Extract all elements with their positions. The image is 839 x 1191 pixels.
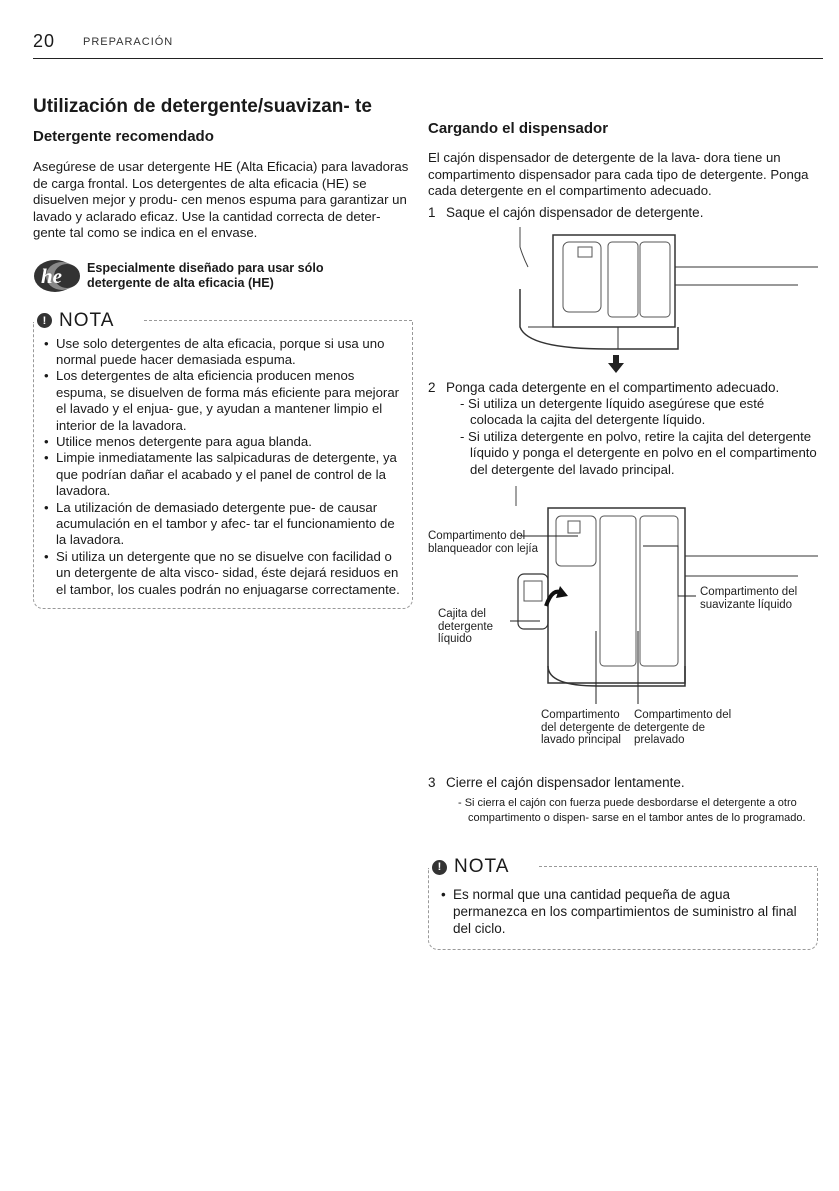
page-number: 20 <box>33 31 56 51</box>
section-subtitle: Detergente recomendado <box>33 128 214 145</box>
step-2-note-1: - Si utiliza un detergente líquido asegúrese que esté colocada la cajita del detergente líquido. <box>460 395 765 427</box>
label-liquid-detergent-box: Cajita del detergente líquido <box>438 608 493 645</box>
arrow-down-icon <box>608 355 624 373</box>
left-column <box>33 95 413 609</box>
intro-paragraph: Asegúrese de usar detergente HE (Alta Eficacia) para lavadoras de carga frontal. Los detergentes de alta eficacia (HE) se disuelven mejor y produ- cen menos espuma para garantizar un lavado y aclarado eficaz. Use la cantidad correcta de deter- gente tal como se indica en el envase. <box>33 159 409 240</box>
list-item: • Si utiliza un detergente que no se disuelve con facilidad o un detergente de alta visco- sidad, éste dejará residuos en el tambor, los cuales podrán no enjuagarse correctamente. <box>42 549 404 598</box>
step-3-note: - Si cierra el cajón con fuerza puede desbordarse el detergente a otro compartimento o dispen- sarse en el tambor antes de lo programado. <box>458 797 806 824</box>
nota-title: NOTA <box>59 309 115 331</box>
section-title-dispenser: Cargando el dispensador <box>428 120 609 137</box>
list-item: • Use solo detergentes de alta eficacia, porque si usa uno normal puede hacer demasiada espuma. <box>42 336 404 369</box>
list-item: • Los detergentes de alta eficiencia producen menos espuma, se disuelven de forma más eficiente para mejorar el lavado y el enjua- gue, y ayudan a mantener limpio el interior de la lavadora. <box>42 368 404 434</box>
drawer-illustration <box>428 227 818 375</box>
label-main-wash-compartment: Compartimento del detergente de lavado principal <box>541 709 631 746</box>
nota-box-right <box>428 856 818 950</box>
list-item: • Utilice menos detergente para agua blanda. <box>42 434 404 450</box>
label-bleach-compartment: Compartimento del blanqueador con lejía <box>428 530 538 555</box>
step-2-notes <box>428 396 818 479</box>
warning-icon: ! <box>37 313 52 328</box>
label-softener-compartment: Compartimento del suavizante líquido <box>700 586 798 611</box>
nota-list <box>42 336 404 599</box>
nota-box-left <box>33 309 413 610</box>
step-2: 2 Ponga cada detergente en el compartimento adecuado. <box>428 379 780 395</box>
dispenser-intro: El cajón dispensador de detergente de la lava- dora tiene un compartimento dispensador para cada tipo de detergente. Ponga cada detergente en el compartimento adecuado. <box>428 150 809 198</box>
section-title: PREPARACIÓN <box>83 36 174 48</box>
warning-icon: ! <box>432 860 447 875</box>
he-notice <box>33 256 413 296</box>
step-2-note-2: - Si utiliza detergente en polvo, retire la cajita del detergente líquido y ponga el detergente en polvo en el compartimento del detergente del lavado principal. <box>460 428 817 477</box>
he-line-1: Especialmente diseñado para usar sólo <box>87 260 324 275</box>
drawer-figure <box>428 227 818 375</box>
list-item: • Es normal que una cantidad pequeña de agua permanezca en los compartimientos de suministro al final del ciclo. <box>439 886 807 937</box>
he-logo-text: he <box>41 263 62 288</box>
page-title: Utilización de detergente/suavizan- te <box>33 96 372 117</box>
step-3: 3 Cierre el cajón dispensador lentamente. <box>428 775 685 790</box>
list-item: • Limpie inmediatamente las salpicaduras de detergente, ya que podrían dañar el acabado y el panel de control de la lavadora. <box>42 450 404 499</box>
page-header <box>33 28 823 59</box>
compartments-figure <box>428 486 818 756</box>
list-item: • La utilización de demasiado detergente pue- de causar acumulación en el tambor y afec- tar el funcionamiento de la lavadora. <box>42 500 404 549</box>
step-1: 1 Saque el cajón dispensador de detergente. <box>428 204 704 220</box>
nota-list <box>439 886 807 937</box>
he-line-2: detergente de alta eficacia (HE) <box>87 275 274 290</box>
he-logo-icon <box>33 259 83 293</box>
nota-title: NOTA <box>454 856 510 877</box>
label-prewash-compartment: Compartimento del detergente de prelavado <box>634 709 732 746</box>
right-column <box>428 120 818 950</box>
